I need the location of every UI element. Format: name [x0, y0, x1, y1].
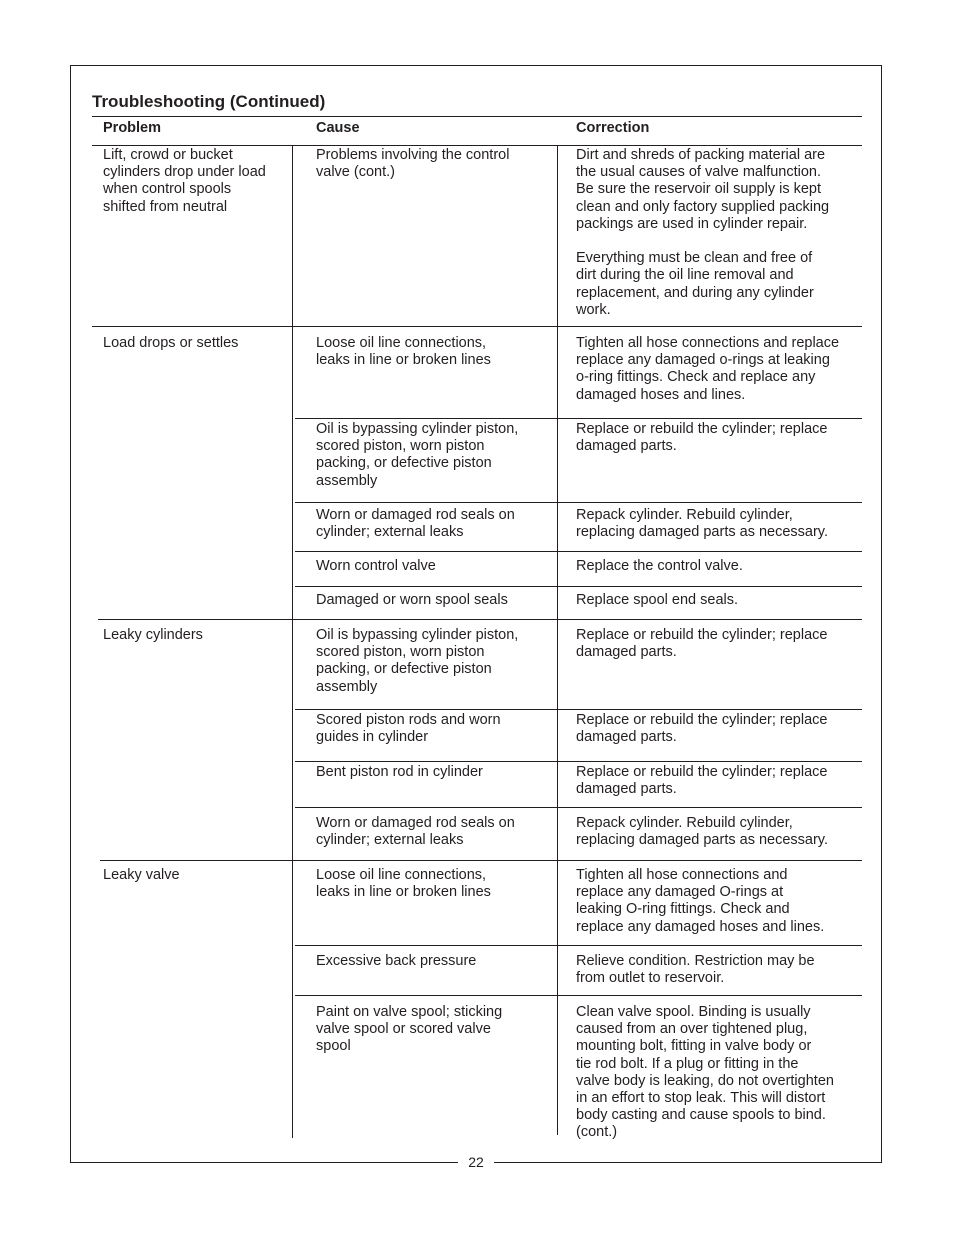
row-separator [295, 945, 862, 946]
correction-cell: Relieve condition. Restriction may be from outlet to reservoir. [576, 953, 815, 987]
row-separator [295, 586, 862, 587]
row-separator [295, 551, 862, 552]
problem-cell: Leaky cylinders [103, 627, 203, 643]
correction-cell: Tighten all hose connections and replace replace any damaged o-rings at leaking o-ring fittings. Check and replace any damaged hoses and lines. [576, 335, 840, 403]
correction-cell: Replace spool end seals. [576, 592, 739, 608]
problem-cell: Lift, crowd or bucket cylinders drop under load when control spools shifted from neutral [103, 147, 266, 215]
cause-cell: Bent piston rod in cylinder [316, 764, 483, 780]
correction-cell: Clean valve spool. Binding is usually caused from an over tightened plug, mounting bolt, fitting in valve body or tie rod bolt. If a plug or fitting in the valve body is leaking, do not overtighten in an effort to stop leak. This will distort body casting and cause spools to bind. (cont.) [576, 1004, 834, 1141]
cause-cell: Worn or damaged rod seals on cylinder; external leaks [316, 507, 515, 541]
cause-cell: Oil is bypassing cylinder piston, scored piston, worn piston packing, or defective piston assembly [316, 421, 519, 489]
correction-cell: Replace or rebuild the cylinder; replace damaged parts. [576, 712, 828, 746]
group-separator [92, 326, 862, 327]
column-header-correction: Correction [576, 120, 650, 136]
page-number: 22 [468, 1154, 484, 1170]
row-separator [295, 995, 862, 996]
column-header-problem: Problem [103, 120, 162, 136]
row-separator [295, 709, 862, 710]
cause-cell: Worn control valve [316, 558, 436, 574]
row-separator [295, 761, 862, 762]
cause-cell: Oil is bypassing cylinder piston, scored piston, worn piston packing, or defective piston assembly [316, 627, 519, 695]
column-divider-left [292, 145, 293, 1138]
column-divider-right [557, 145, 558, 1135]
correction-cell: Replace or rebuild the cylinder; replace damaged parts. [576, 764, 828, 798]
problem-cell: Load drops or settles [103, 335, 239, 351]
correction-cell: Replace or rebuild the cylinder; replace damaged parts. [576, 421, 828, 455]
cause-cell: Excessive back pressure [316, 953, 477, 969]
column-header-cause: Cause [316, 120, 360, 136]
correction-cell: Repack cylinder. Rebuild cylinder, replacing damaged parts as necessary. [576, 815, 829, 849]
cause-cell: Scored piston rods and worn guides in cylinder [316, 712, 501, 746]
correction-cell: Replace or rebuild the cylinder; replace damaged parts. [576, 627, 828, 661]
group-separator [98, 619, 862, 620]
row-separator [295, 807, 862, 808]
cause-cell: Problems involving the control valve (cont.) [316, 147, 510, 181]
row-separator [295, 418, 862, 419]
header-top-rule [92, 116, 862, 117]
correction-cell: Dirt and shreds of packing material are the usual causes of valve malfunction. Be sure the reservoir oil supply is kept clean and only factory supplied packing packings are used in cylinder repair. Everything must be clean and free of dirt during the oil line removal and replacement, and during any cylinder work. [576, 147, 830, 318]
header-bottom-rule [92, 145, 862, 146]
page-title: Troubleshooting (Continued) [92, 92, 326, 111]
problem-cell: Leaky valve [103, 867, 180, 883]
cause-cell: Paint on valve spool; sticking valve spool or scored valve spool [316, 1004, 503, 1055]
group-separator [100, 860, 862, 861]
correction-cell: Replace the control valve. [576, 558, 743, 574]
cause-cell: Loose oil line connections, leaks in line or broken lines [316, 867, 491, 901]
cause-cell: Worn or damaged rod seals on cylinder; external leaks [316, 815, 515, 849]
correction-cell: Tighten all hose connections and replace any damaged O-rings at leaking O-ring fittings. Check and replace any damaged hoses and lines. [576, 867, 825, 935]
correction-cell: Repack cylinder. Rebuild cylinder, replacing damaged parts as necessary. [576, 507, 829, 541]
cause-cell: Damaged or worn spool seals [316, 592, 508, 608]
cause-cell: Loose oil line connections, leaks in line or broken lines [316, 335, 491, 369]
row-separator [295, 502, 862, 503]
